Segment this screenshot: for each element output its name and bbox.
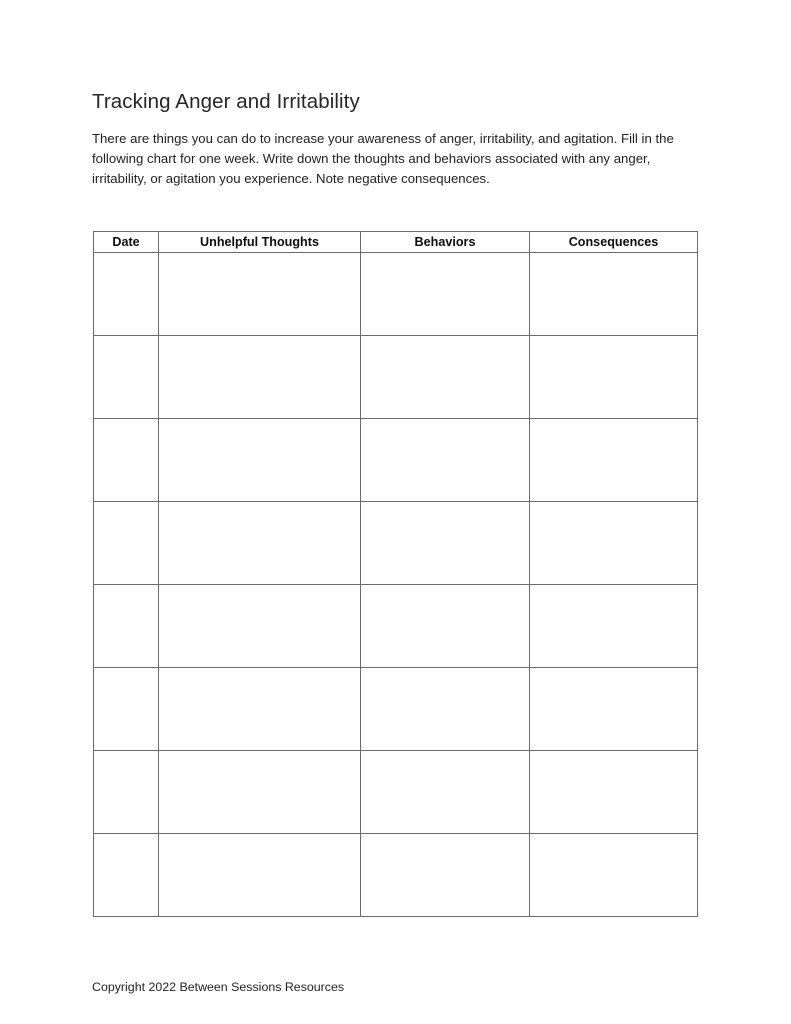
cell-behaviors[interactable] [361, 253, 530, 336]
cell-unhelpful-thoughts[interactable] [159, 751, 361, 834]
column-header-unhelpful-thoughts: Unhelpful Thoughts [159, 232, 361, 253]
column-header-date: Date [94, 232, 159, 253]
cell-date[interactable] [94, 419, 159, 502]
table-header [94, 232, 698, 253]
cell-consequences[interactable] [530, 834, 698, 917]
table-row [94, 668, 698, 751]
cell-unhelpful-thoughts[interactable] [159, 668, 361, 751]
cell-behaviors[interactable] [361, 751, 530, 834]
copyright-footer: Copyright 2022 Between Sessions Resources [92, 980, 345, 994]
cell-date[interactable] [94, 502, 159, 585]
cell-date[interactable] [94, 668, 159, 751]
cell-date[interactable] [94, 751, 159, 834]
cell-behaviors[interactable] [361, 834, 530, 917]
cell-behaviors[interactable] [361, 585, 530, 668]
cell-consequences[interactable] [530, 585, 698, 668]
cell-behaviors[interactable] [361, 668, 530, 751]
cell-consequences[interactable] [530, 253, 698, 336]
table-body [94, 253, 698, 917]
cell-consequences[interactable] [530, 502, 698, 585]
cell-date[interactable] [94, 253, 159, 336]
table-row [94, 419, 698, 502]
table-row [94, 585, 698, 668]
column-header-behaviors: Behaviors [361, 232, 530, 253]
cell-date[interactable] [94, 336, 159, 419]
cell-date[interactable] [94, 585, 159, 668]
page-title: Tracking Anger and Irritability [92, 90, 360, 113]
cell-unhelpful-thoughts[interactable] [159, 502, 361, 585]
cell-date[interactable] [94, 834, 159, 917]
document-header-block [92, 90, 699, 189]
intro-paragraph: There are things you can do to increase your awareness of anger, irritability, and agitation. Fill in the following chart for one week. Write down the thoughts and behaviors associated with any anger, irritability, or agitation you experience. Note negative consequences. [92, 130, 674, 186]
cell-consequences[interactable] [530, 336, 698, 419]
cell-unhelpful-thoughts[interactable] [159, 253, 361, 336]
column-header-consequences: Consequences [530, 232, 698, 253]
table-row [94, 502, 698, 585]
cell-unhelpful-thoughts[interactable] [159, 419, 361, 502]
table-row [94, 751, 698, 834]
cell-unhelpful-thoughts[interactable] [159, 585, 361, 668]
table-row [94, 834, 698, 917]
cell-unhelpful-thoughts[interactable] [159, 834, 361, 917]
cell-behaviors[interactable] [361, 336, 530, 419]
table-row [94, 336, 698, 419]
cell-behaviors[interactable] [361, 419, 530, 502]
cell-consequences[interactable] [530, 668, 698, 751]
table-header-row [94, 232, 698, 253]
cell-behaviors[interactable] [361, 502, 530, 585]
table-row [94, 253, 698, 336]
cell-consequences[interactable] [530, 419, 698, 502]
tracking-table [93, 231, 698, 917]
cell-consequences[interactable] [530, 751, 698, 834]
cell-unhelpful-thoughts[interactable] [159, 336, 361, 419]
